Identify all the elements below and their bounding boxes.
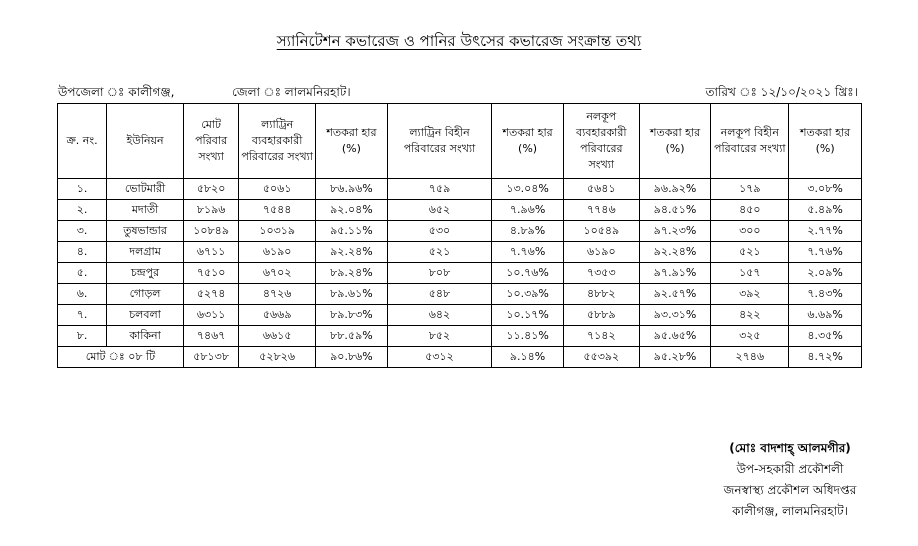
table-cell: ৮৬.৯৬% (316, 179, 388, 200)
header-cell-latrine-users-percent: শতকরা হার (%) (316, 104, 388, 179)
table-cell: ৫২৭৪ (183, 284, 238, 305)
table-cell: ৪.৩৫% (789, 326, 862, 347)
table-cell: ৫৩০ (387, 221, 491, 242)
table-cell: ২.০৯% (789, 263, 862, 284)
table-cell: ৭৫১০ (183, 263, 238, 284)
signatory-name: (মোঃ বাদশাহ্‌ আলমগীর) (729, 441, 851, 455)
table-cell: ৬৫২ (387, 200, 491, 221)
table-cell: দলগ্রাম (107, 242, 184, 263)
header-cell-tubewell-users-percent: শতকরা হার (%) (639, 104, 711, 179)
total-row (58, 347, 862, 368)
table-row (58, 200, 862, 221)
table-cell: ৯.১৪% (492, 347, 564, 368)
table-cell: ৪৮৮২ (563, 284, 639, 305)
table-cell: ৭.৭৬% (492, 242, 564, 263)
table-cell: ৫৬৬৯ (239, 305, 316, 326)
table-cell: ৯৪.৫১% (639, 200, 711, 221)
table-cell: ৭১৪২ (563, 326, 639, 347)
table-cell: ১০.৭৬% (492, 263, 564, 284)
table-cell: ৬৩১১ (183, 305, 238, 326)
table-cell: ৯০.৮৬% (316, 347, 388, 368)
table-cell: ৭৫৪৪ (239, 200, 316, 221)
table-cell: ২৭৪৬ (711, 347, 789, 368)
header-row (58, 104, 862, 179)
table-cell: ৮০৮ (387, 263, 491, 284)
header-cell-tubewell-users: নলকূপ ব্যবহারকারী পরিবারের সংখ্যা (563, 104, 639, 179)
header-cell-total-families: মোট পরিবার সংখ্যা (183, 104, 238, 179)
table-cell: ৪৭২৬ (239, 284, 316, 305)
table-cell: ৫৮১৩৮ (183, 347, 238, 368)
table-cell: ৫৩১২ (387, 347, 491, 368)
table-cell: ১০.১৭% (492, 305, 564, 326)
table-cell: ৪.৮৯% (492, 221, 564, 242)
table-cell: ৫. (58, 263, 107, 284)
table-cell: ৭. (58, 305, 107, 326)
table-cell: ৮৯.৮৩% (316, 305, 388, 326)
header-cell-latrine-users: ল্যাট্রিন ব্যবহারকারী পরিবারের সংখ্যা (239, 104, 316, 179)
table-cell: ৩৯২ (711, 284, 789, 305)
table-cell: ৫০৬১ (239, 179, 316, 200)
table-cell: ২.৭৭% (789, 221, 862, 242)
table-cell: ৬৭১১ (183, 242, 238, 263)
table-cell: ৭৭৪৬ (563, 200, 639, 221)
table-row (58, 326, 862, 347)
table-cell: ৯২.০৪% (316, 200, 388, 221)
table-cell: ১০৫৪৯ (563, 221, 639, 242)
table-cell: ৭৩৫৩ (563, 263, 639, 284)
table-cell: ৬১৯০ (239, 242, 316, 263)
table-cell: ৬১৯০ (563, 242, 639, 263)
table-cell: ৫.৪৯% (789, 200, 862, 221)
table-cell: ৮৯.৬১% (316, 284, 388, 305)
table-cell: ৭.৭৬% (789, 242, 862, 263)
table-cell: ১৫৭ (711, 263, 789, 284)
table-cell: ৯৭.২৩% (639, 221, 711, 242)
table-cell: ১০.৩৯% (492, 284, 564, 305)
signature-block (700, 438, 880, 522)
table-cell: ১৭৯ (711, 179, 789, 200)
signatory-location: কালীগঞ্জ, লালমনিরহাট। (732, 504, 848, 518)
table-cell: ৭৪৬৭ (183, 326, 238, 347)
coverage-table (57, 103, 862, 368)
table-cell: ৫৫৩৯২ (563, 347, 639, 368)
table-cell: ৯২.২৪% (639, 242, 711, 263)
table-cell: ৫৬৪১ (563, 179, 639, 200)
total-label-cell: মোট ঃ ০৮ টি (58, 347, 184, 368)
table-cell: ৮৮.৫৯% (316, 326, 388, 347)
header-cell-latrine-less: ল্যাট্রিন বিহীন পরিবারের সংখ্যা (387, 104, 491, 179)
table-cell: ৩. (58, 221, 107, 242)
table-cell: ৮৯.২৪% (316, 263, 388, 284)
table-cell: ৬৬১৫ (239, 326, 316, 347)
table-cell: ৪৫০ (711, 200, 789, 221)
table-cell: চন্দ্রপুর (107, 263, 184, 284)
table-cell: ৫৮২০ (183, 179, 238, 200)
header-cell-serial: ক্র. নং. (58, 104, 107, 179)
table-cell: ৭.৪৩% (789, 284, 862, 305)
table-cell: ৬৭০২ (239, 263, 316, 284)
table-row (58, 242, 862, 263)
table-cell: ১. (58, 179, 107, 200)
table-cell: ৮৫২ (387, 326, 491, 347)
signatory-designation: উপ-সহকারী প্রকৌশলী (736, 462, 844, 476)
header-cell-tubewell-less: নলকূপ বিহীন পরিবারের সংখ্যা (711, 104, 789, 179)
table-cell: ৩২৫ (711, 326, 789, 347)
table-cell: ৩০০ (711, 221, 789, 242)
table-cell: ৩.০৮% (789, 179, 862, 200)
table-cell: গোড়ল (107, 284, 184, 305)
table-cell: ৯৭.৯১% (639, 263, 711, 284)
table-row (58, 221, 862, 242)
table-cell: ৬৪২ (387, 305, 491, 326)
upazila-label: উপজেলা ঃ কালীগঞ্জ, (58, 85, 175, 99)
table-cell: ৫৮৮৯ (563, 305, 639, 326)
signatory-office: জনস্বাস্থ্য প্রকৌশল অধিদপ্তর (723, 483, 857, 497)
table-cell: ৪২২ (711, 305, 789, 326)
table-cell: ৬.৬৯% (789, 305, 862, 326)
table-cell: ৫২১ (387, 242, 491, 263)
date-label: তারিখ ঃ ১২/১০/২০২১ খ্রিঃ। (705, 85, 858, 99)
table-cell: তুষভান্ডার (107, 221, 184, 242)
table-cell: ৪.৭২% (789, 347, 862, 368)
table-cell: ১০৮৪৯ (183, 221, 238, 242)
table-cell: ৬. (58, 284, 107, 305)
district-label: জেলা ঃ লালমনিরহাট। (232, 85, 351, 99)
table-cell: ৮১৯৬ (183, 200, 238, 221)
table-cell: ৫৪৮ (387, 284, 491, 305)
header-cell-union: ইউনিয়ন (107, 104, 184, 179)
table-row (58, 263, 862, 284)
table-cell: ভোটমারী (107, 179, 184, 200)
table-cell: ৯২.২৪% (316, 242, 388, 263)
table-cell: ৭৫৯ (387, 179, 491, 200)
table-cell: ৪. (58, 242, 107, 263)
table-cell: ৯৫.৬৫% (639, 326, 711, 347)
table-cell: চলবলা (107, 305, 184, 326)
table-row (58, 305, 862, 326)
header-cell-tubewell-less-percent: শতকরা হার (%) (789, 104, 862, 179)
table-cell: ৯৩.৩১% (639, 305, 711, 326)
table-row (58, 179, 862, 200)
table-cell: ৫২১ (711, 242, 789, 263)
table-cell: কাকিনা (107, 326, 184, 347)
table-cell: ১৩.০৪% (492, 179, 564, 200)
table-cell: ১১.৪১% (492, 326, 564, 347)
table-cell: ১০৩১৯ (239, 221, 316, 242)
document-title: স্যানিটেশন কভারেজ ও পানির উৎসের কভারেজ সংক্রান্ত তথ্য (276, 32, 642, 50)
table-cell: মদাতী (107, 200, 184, 221)
table-cell: ৯৬.৯২% (639, 179, 711, 200)
table-cell: ২. (58, 200, 107, 221)
header-cell-latrine-less-percent: শতকরা হার (%) (492, 104, 564, 179)
table-cell: ৫২৮২৬ (239, 347, 316, 368)
table-cell: ৯৫.১১% (316, 221, 388, 242)
table-cell: ৮. (58, 326, 107, 347)
table-cell: ৭.৯৬% (492, 200, 564, 221)
table-row (58, 284, 862, 305)
table-cell: ৯২.৫৭% (639, 284, 711, 305)
table-cell: ৯৫.২৮% (639, 347, 711, 368)
